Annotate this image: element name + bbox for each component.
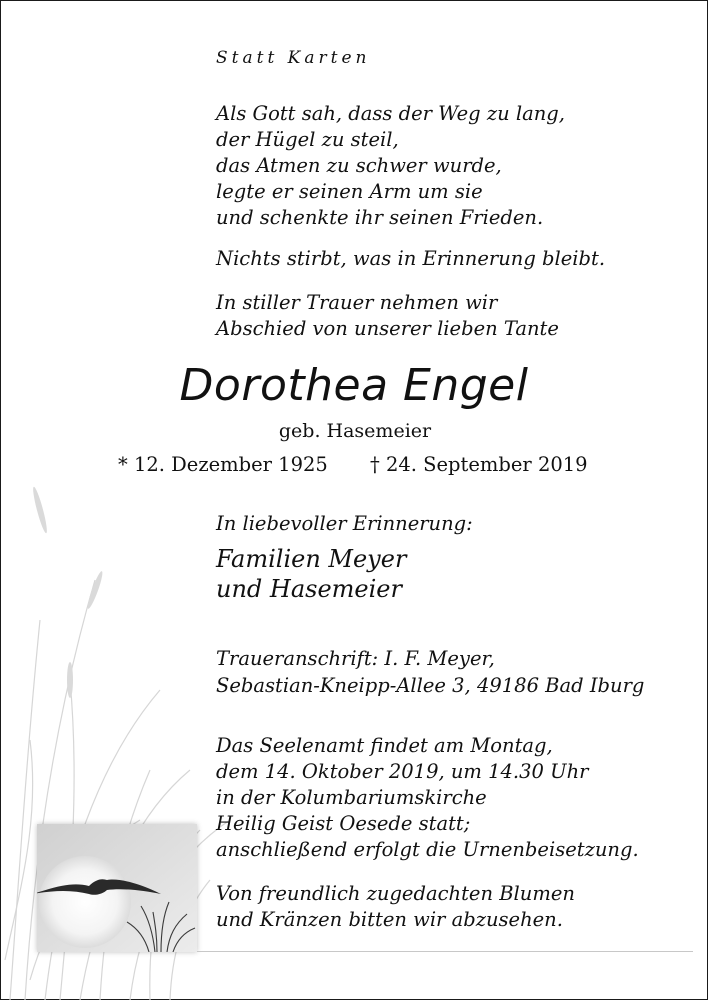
- poem-line: legte er seinen Arm um sie: [216, 180, 483, 203]
- family-line: und Hasemeier: [216, 575, 402, 603]
- bird-sun-reeds-icon: [37, 824, 197, 952]
- flowers-line: Von freundlich zugedachten Blumen: [216, 882, 575, 905]
- flowers-request: [216, 881, 575, 933]
- intro-line: Abschied von unserer lieben Tante: [216, 317, 559, 340]
- service-line: Das Seelenamt findet am Montag,: [216, 734, 553, 757]
- mourning-address: [216, 645, 644, 699]
- header-statt-karten: Statt Karten: [216, 48, 371, 68]
- poem-line: der Hügel zu steil,: [216, 128, 399, 151]
- poem-line: und schenkte ihr seinen Frieden.: [216, 206, 544, 229]
- family-line: Familien Meyer: [216, 545, 407, 573]
- deceased-name: Dorothea Engel: [179, 360, 529, 411]
- service-info: [216, 733, 639, 863]
- memory-label: In liebevoller Erinnerung:: [216, 512, 473, 535]
- address-line: Sebastian-Kneipp-Allee 3, 49186 Bad Iburg: [216, 674, 645, 697]
- family-signature: [216, 544, 406, 604]
- service-line: dem 14. Oktober 2019, um 14.30 Uhr: [216, 760, 589, 783]
- intro-line: In stiller Trauer nehmen wir: [216, 291, 498, 314]
- memorial-quote: Nichts stirbt, was in Erinnerung bleibt.: [216, 247, 606, 270]
- mourning-intro: [216, 290, 559, 342]
- poem-line: Als Gott sah, dass der Weg zu lang,: [216, 102, 565, 125]
- memorial-photo: [37, 824, 197, 952]
- service-line: in der Kolumbariumskirche: [216, 786, 487, 809]
- bottom-divider: [197, 951, 693, 952]
- maiden-name: geb. Hasemeier: [278, 420, 432, 442]
- death-date: † 24. September 2019: [370, 453, 588, 476]
- poem: [216, 101, 565, 231]
- service-line: Heilig Geist Oesede statt;: [216, 812, 471, 835]
- flowers-line: und Kränzen bitten wir abzusehen.: [216, 908, 563, 931]
- address-line: Traueranschrift: I. F. Meyer,: [216, 647, 495, 670]
- service-line: anschließend erfolgt die Urnenbeisetzung.: [216, 838, 639, 861]
- poem-line: das Atmen zu schwer wurde,: [216, 154, 502, 177]
- birth-date: * 12. Dezember 1925: [118, 453, 328, 476]
- life-dates: [118, 453, 588, 476]
